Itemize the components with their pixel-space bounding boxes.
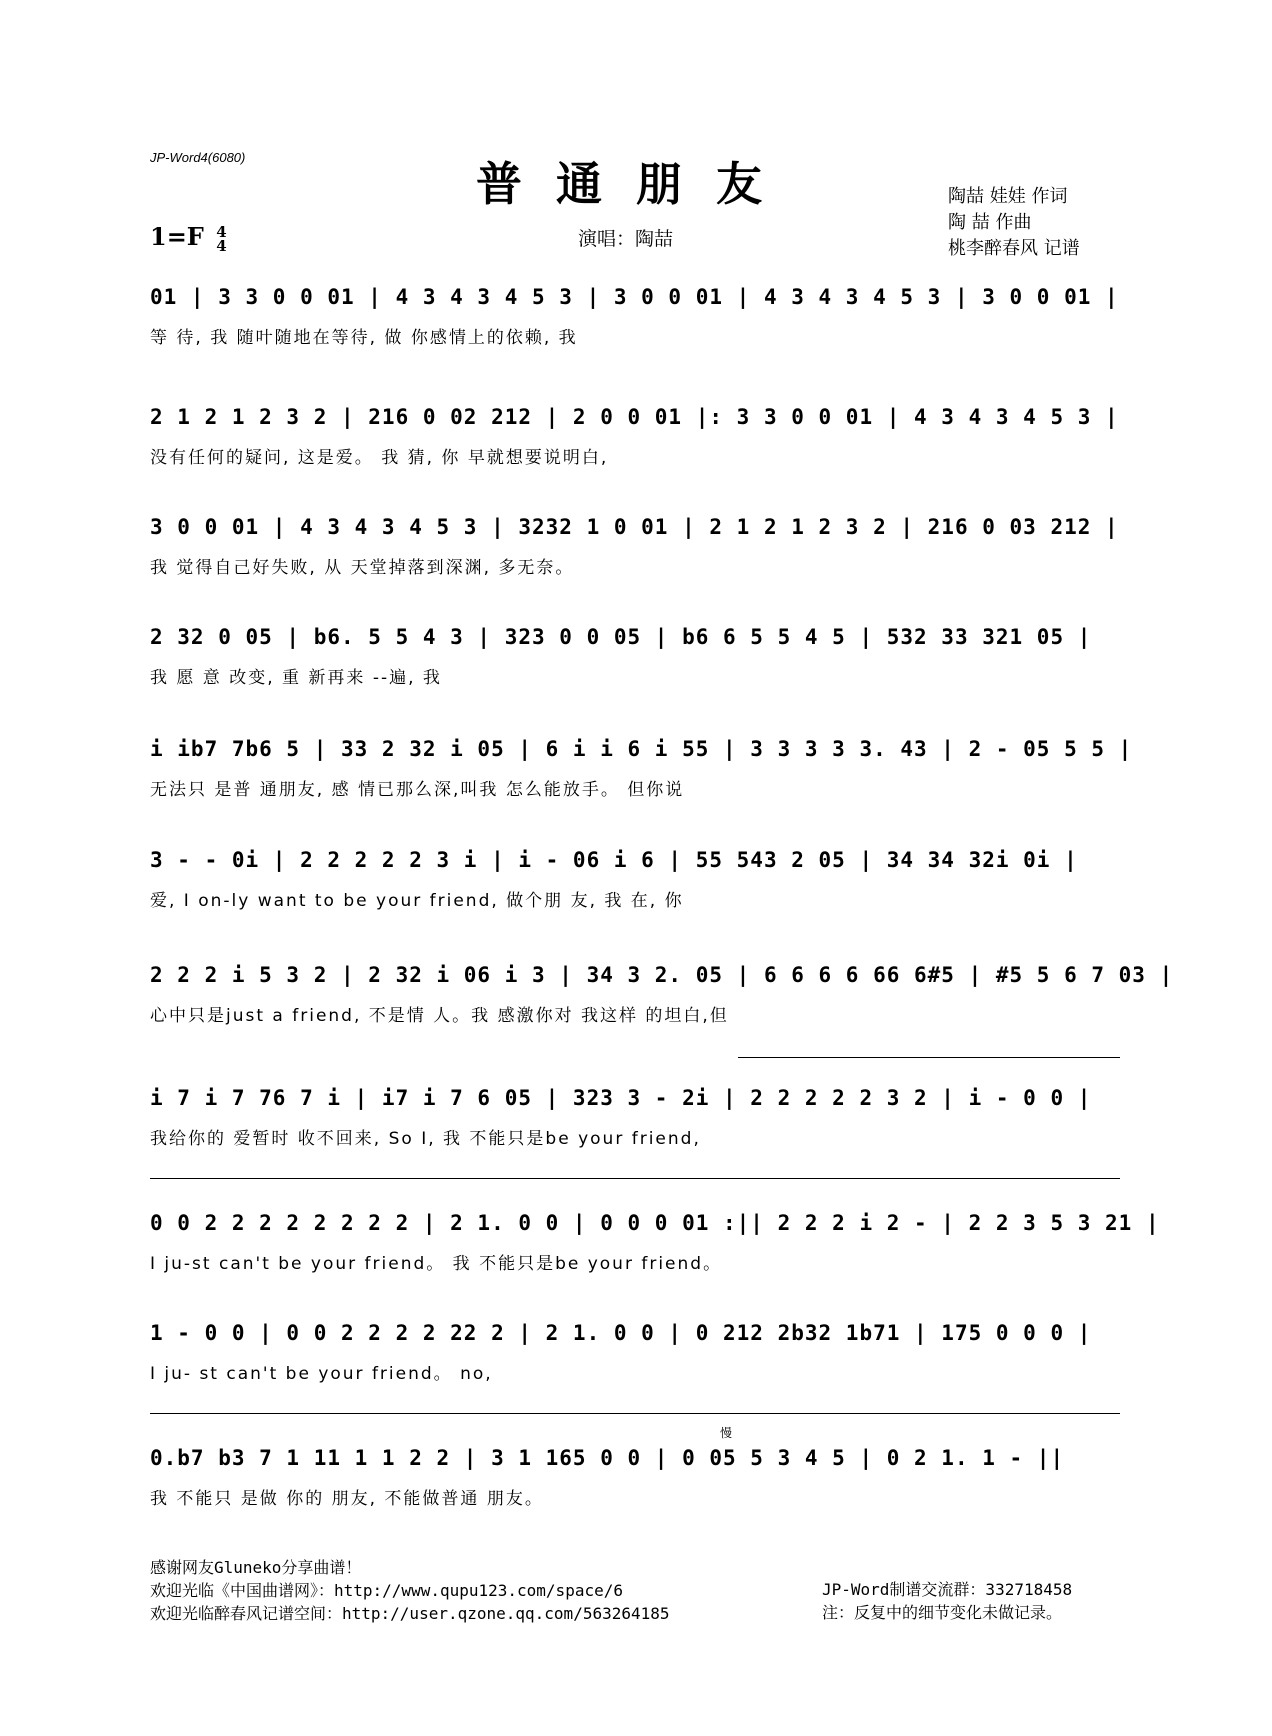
credit-lyricist: 陶喆 娃娃 作词 [948,186,1068,207]
tempo-mark: 慢 [720,1426,733,1440]
footer-site-2: 欢迎光临醉春风记谱空间：http://user.qzone.qq.com/563264185 [150,1604,670,1623]
footer-site-1: 欢迎光临《中国曲谱网》：http://www.qupu123.com/space/6 [150,1581,623,1600]
time-bottom: 4 [216,236,227,255]
lyrics-line: I ju-st can't be your friend。 我 不能只是be your friend。 [150,1254,723,1274]
credits [948,184,1080,262]
page-title: 普通朋友 [476,157,796,211]
credit-transcriber: 桃李醉春风 记谱 [948,238,1080,259]
lyrics-line: 我 愿 意 改变, 重 新再来 --遍, 我 [150,668,442,688]
volta-line-3 [150,1413,1120,1414]
notation-line: 1 - 0 0 | 0 0 2 2 2 2 22 2 | 2 1. 0 0 | 0 212 2b32 1b71 | 175 0 0 0 | [150,1321,1092,1345]
lyrics-line: 没有任何的疑问, 这是爱。 我 猜, 你 早就想要说明白, [150,448,609,468]
lyrics-line: 心中只是just a friend, 不是情 人。我 感激你对 我这样 的坦白,但 [150,1006,729,1026]
notation-line: i ib7 7b6 5 | 33 2 32 i 05 | 6 i i 6 i 55 | 3 3 3 3 3. 43 | 2 - 05 5 5 | [150,737,1133,761]
volta-line-1 [738,1057,1120,1058]
footer-group: JP-Word制谱交流群：332718458 [822,1580,1073,1599]
lyrics-line: 我 觉得自己好失败, 从 天堂掉落到深渊, 多无奈。 [150,558,575,578]
lyrics-line: I ju- st can't be your friend。 no, [150,1364,493,1384]
software-label: JP-Word4(6080) [150,150,246,165]
footer-thanks: 感谢网友Gluneko分享曲谱！ [150,1558,362,1577]
notation-line: 0.b7 b3 7 1 11 1 1 2 2 | 3 1 165 0 0 | 0 05 5 3 4 5 | 0 2 1. 1 - || [150,1446,1065,1470]
notation-line: i 7 i 7 76 7 i | i7 i 7 6 05 | 323 3 - 2i | 2 2 2 2 2 3 2 | i - 0 0 | [150,1086,1092,1110]
singer-label: 演唱：陶喆 [578,228,674,250]
volta-line-2 [150,1178,1120,1179]
time-top: 4 [216,222,227,241]
footer-right [822,1578,1072,1624]
notation-line: 2 32 0 05 | b6. 5 5 4 3 | 323 0 0 05 | b6 6 5 5 4 5 | 532 33 321 05 | [150,625,1092,649]
notation-line: 2 1 2 1 2 3 2 | 216 0 02 212 | 2 0 0 01 |: 3 3 0 0 01 | 4 3 4 3 4 5 3 | [150,405,1119,429]
footer-note: 注：反复中的细节变化未做记录。 [822,1603,1063,1622]
notation-line: 0 0 2 2 2 2 2 2 2 2 | 2 1. 0 0 | 0 0 0 01 :|| 2 2 2 i 2 - | 2 2 3 5 3 21 | [150,1211,1160,1235]
notation-line: 01 | 3 3 0 0 01 | 4 3 4 3 4 5 3 | 3 0 0 01 | 4 3 4 3 4 5 3 | 3 0 0 01 | [150,285,1119,309]
lyrics-line: 我给你的 爱暂时 收不回来, So I, 我 不能只是be your friend, [150,1129,701,1149]
lyrics-line: 等 待, 我 随叶随地在等待, 做 你感情上的依赖, 我 [150,328,578,348]
time-signature [216,222,227,255]
key-text: 1=F [150,222,204,251]
notation-line: 3 0 0 01 | 4 3 4 3 4 5 3 | 3232 1 0 01 | 2 1 2 1 2 3 2 | 216 0 03 212 | [150,515,1119,539]
lyrics-line: 我 不能只 是做 你的 朋友, 不能做普通 朋友。 [150,1489,544,1509]
credit-composer: 陶 喆 作曲 [948,212,1032,233]
footer-left [150,1556,670,1625]
lyrics-line: 无法只 是普 通朋友, 感 情已那么深,叫我 怎么能放手。 但你说 [150,780,685,800]
notation-line: 3 - - 0i | 2 2 2 2 2 3 i | i - 06 i 6 | 55 543 2 05 | 34 34 32i 0i | [150,848,1078,872]
key-signature [150,222,227,253]
lyrics-line: 爱, I on-ly want to be your friend, 做个朋 友, 我 在, 你 [150,891,684,911]
notation-line: 2 2 2 i 5 3 2 | 2 32 i 06 i 3 | 34 3 2. 05 | 6 6 6 6 66 6#5 | #5 5 6 7 03 | [150,963,1174,987]
